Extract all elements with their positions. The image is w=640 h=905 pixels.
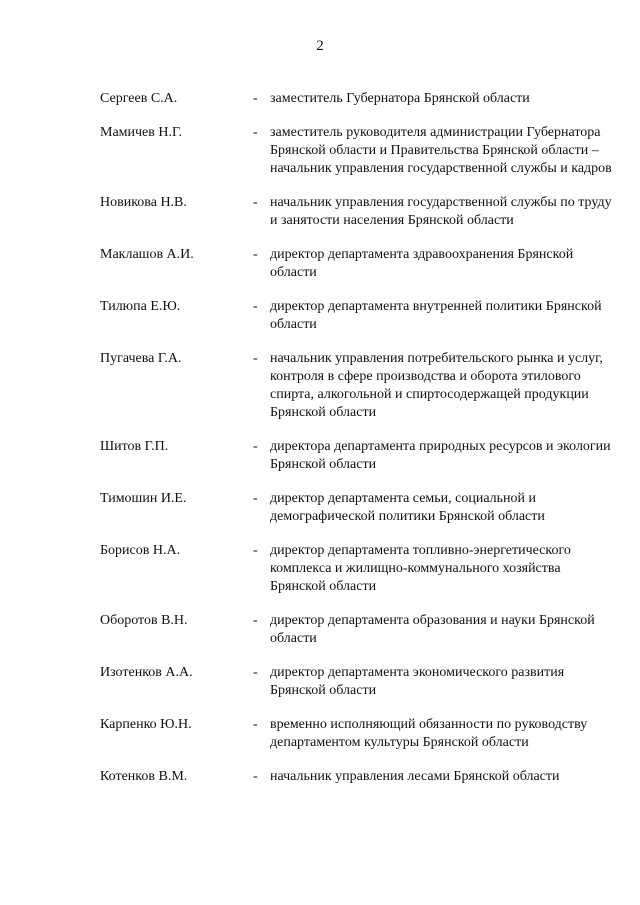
official-name: Тилюпа Е.Ю. [100,299,181,314]
official-position: временно исполняющий обязанности по руководству департаментом культуры Брянской области [270,717,588,750]
official-name: Мамичев Н.Г. [100,125,183,140]
list-item [100,768,620,786]
dash-separator: - [253,769,258,784]
official-name: Борисов Н.А. [100,543,181,558]
list-item [100,90,620,108]
dash-separator: - [253,543,258,558]
officials-list [100,90,620,802]
list-item [100,124,620,178]
list-item [100,664,620,700]
list-item [100,542,620,596]
dash-separator: - [253,665,258,680]
official-position: директор департамента образования и науки Брянской области [270,613,595,646]
official-position: начальник управления лесами Брянской области [270,769,560,784]
official-position: заместитель руководителя администрации Губернатора Брянской области и Правительства Брянской области – начальник управления государственной службы и кадров [270,125,612,176]
dash-separator: - [253,439,258,454]
list-item [100,350,620,422]
official-name: Сергеев С.А. [100,91,178,106]
official-position: директор департамента семьи, социальной и демографической политики Брянской области [270,491,545,524]
official-name: Оборотов В.Н. [100,613,188,628]
dash-separator: - [253,299,258,314]
official-name: Пугачева Г.А. [100,351,182,366]
official-name: Маклашов А.И. [100,247,194,262]
official-position: директора департамента природных ресурсов и экологии Брянской области [270,439,611,472]
list-item [100,438,620,474]
dash-separator: - [253,91,258,106]
dash-separator: - [253,247,258,262]
official-position: заместитель Губернатора Брянской области [270,91,530,106]
official-name: Тимошин И.Е. [100,491,187,506]
list-item [100,298,620,334]
list-item [100,246,620,282]
dash-separator: - [253,491,258,506]
dash-separator: - [253,717,258,732]
list-item [100,194,620,230]
dash-separator: - [253,125,258,140]
official-name: Шитов Г.П. [100,439,169,454]
official-position: директор департамента здравоохранения Брянской области [270,247,574,280]
list-item [100,716,620,752]
official-name: Изотенков А.А. [100,665,193,680]
list-item [100,490,620,526]
official-name: Карпенко Ю.Н. [100,717,192,732]
dash-separator: - [253,195,258,210]
list-item [100,612,620,648]
official-position: директор департамента внутренней политики Брянской области [270,299,602,332]
official-position: директор департамента экономического развития Брянской области [270,665,565,698]
official-position: директор департамента топливно-энергетического комплекса и жилищно-коммунального хозяйства Брянской области [270,543,571,594]
official-position: начальник управления государственной службы по труду и занятости населения Брянской области [270,195,612,228]
official-name: Новикова Н.В. [100,195,187,210]
official-position: начальник управления потребительского рынка и услуг, контроля в сфере производства и оборота этилового спирта, алкогольной и спиртосодержащей продукции Брянской области [270,351,603,420]
dash-separator: - [253,351,258,366]
dash-separator: - [253,613,258,628]
official-name: Котенков В.М. [100,769,188,784]
page-number: 2 [316,38,324,54]
